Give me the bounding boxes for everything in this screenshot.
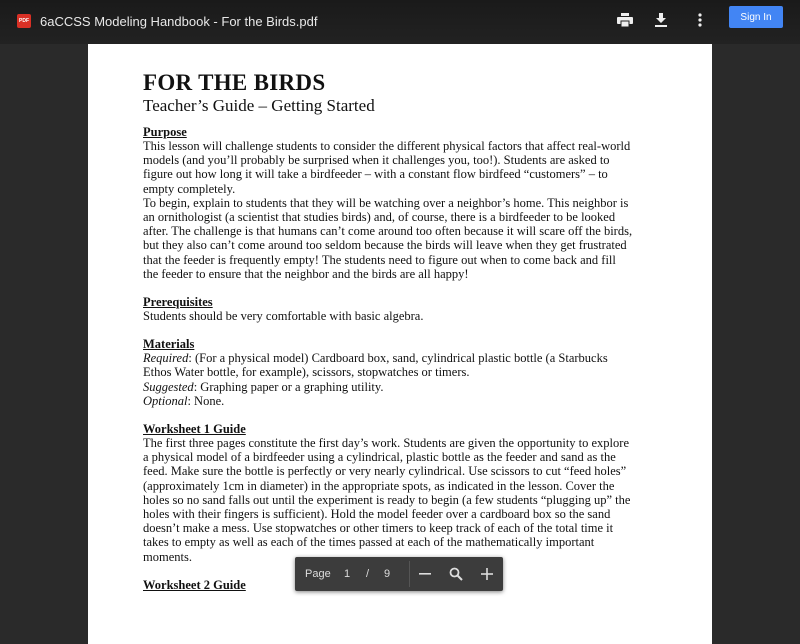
print-icon[interactable] xyxy=(613,8,637,32)
optional-text: : None. xyxy=(187,393,225,408)
text-line: models (and you’ll probably be surprised when it challenges you, too!). Students are asked to xyxy=(143,153,610,168)
current-page[interactable]: 1 xyxy=(344,568,351,580)
text-line: Students should be very comfortable with basic algebra. xyxy=(143,309,424,324)
page-separator: / xyxy=(366,568,370,580)
required-text: : (For a physical model) Cardboard box, sand, cylindrical plastic bottle (a Starbucks xyxy=(188,351,608,366)
download-icon[interactable] xyxy=(649,8,673,32)
total-pages: 9 xyxy=(384,568,391,580)
minus-icon[interactable] xyxy=(413,562,437,586)
text-line: an ornithologist (a scientist that studies birds) and, of course, there is a birdfeeder to be looked xyxy=(143,210,616,225)
viewer-toolbar xyxy=(0,0,800,44)
materials-heading: Materials xyxy=(143,337,195,352)
pdf-page xyxy=(88,44,712,644)
suggested-line xyxy=(143,380,683,394)
text-line: after. The challenge is that humans can’t come around too often because it will scare off the birds, xyxy=(143,224,633,239)
purpose-heading: Purpose xyxy=(143,125,187,139)
text-line: but they also can’t come around too seldom because the birds will leave when they get frustrated xyxy=(143,238,627,253)
suggested-label: Suggested xyxy=(143,379,194,394)
text-line: empty completely. xyxy=(143,181,236,196)
purpose-section xyxy=(143,125,683,281)
text-line: figure out how long it will take a birdfeeder – with a constant flow birdfeed “customers” – to xyxy=(143,167,608,182)
text-line: takes to empty as well as each of the times passed at each of the mathematically important xyxy=(143,535,595,550)
page-controls xyxy=(295,557,503,591)
required-label: Required xyxy=(143,351,189,366)
text-line: holes so no sand falls out until the experiment is ready to begin (a few students “plugging up” the xyxy=(143,492,631,507)
text-line: that the feeder is frequently empty! The students need to figure out when to come back and fill xyxy=(143,252,616,267)
page-label: Page xyxy=(305,568,331,580)
optional-label: Optional xyxy=(143,393,188,408)
more-vert-icon[interactable] xyxy=(688,8,712,32)
worksheet2-heading: Worksheet 2 Guide xyxy=(143,577,246,592)
text-line: feed. Make sure the bottle is perfectly or very nearly cylindrical. Use scissors to cut “feed holes” xyxy=(143,464,627,479)
zoom-icon[interactable] xyxy=(444,562,468,586)
required-line xyxy=(143,351,683,365)
divider xyxy=(409,561,410,587)
text-line: The first three pages constitute the first day’s work. Students are given the opportunity to explore xyxy=(143,436,629,451)
text-line: To begin, explain to students that they will be watching over a neighbor’s home. This neighbor is xyxy=(143,195,629,210)
worksheet1-section xyxy=(143,422,683,564)
text-line: the feeder to ensure that the neighbor and the birds are all happy! xyxy=(143,266,469,281)
doc-subtitle: Teacher’s Guide – Getting Started xyxy=(143,96,375,115)
pdf-file-icon: PDF xyxy=(17,14,31,28)
doc-title: FOR THE BIRDS xyxy=(143,70,326,95)
worksheet1-heading: Worksheet 1 Guide xyxy=(143,422,246,437)
prereq-section xyxy=(143,295,683,323)
text-line: a physical model of a birdfeeder using a cylindrical, plastic bottle as the feeder and sand as the xyxy=(143,450,616,465)
sign-in-button[interactable]: Sign In xyxy=(729,6,783,28)
text-line: This lesson will challenge students to consider the different physical factors that affect real-world xyxy=(143,139,631,153)
required-line-2: Ethos Water bottle, for example), scissors, stopwatches or timers. xyxy=(143,365,470,380)
plus-icon[interactable] xyxy=(475,562,499,586)
prereq-heading: Prerequisites xyxy=(143,295,213,310)
materials-section xyxy=(143,337,683,408)
suggested-text: : Graphing paper or a graphing utility. xyxy=(193,379,384,394)
text-line: doesn’t make a mess. Use stopwatches or other timers to keep track of each of the total time it xyxy=(143,521,614,536)
text-line: moments. xyxy=(143,549,192,564)
text-line: (approximately 1cm in diameter) in the appropriate spots, as indicated in the lesson. Cover the xyxy=(143,478,615,493)
document-title: 6aCCSS Modeling Handbook - For the Birds.pdf xyxy=(40,14,318,29)
text-line: holes with their fingers is sufficient). Hold the model feeder over a cardboard box so the sand xyxy=(143,507,611,522)
optional-line xyxy=(143,394,683,408)
